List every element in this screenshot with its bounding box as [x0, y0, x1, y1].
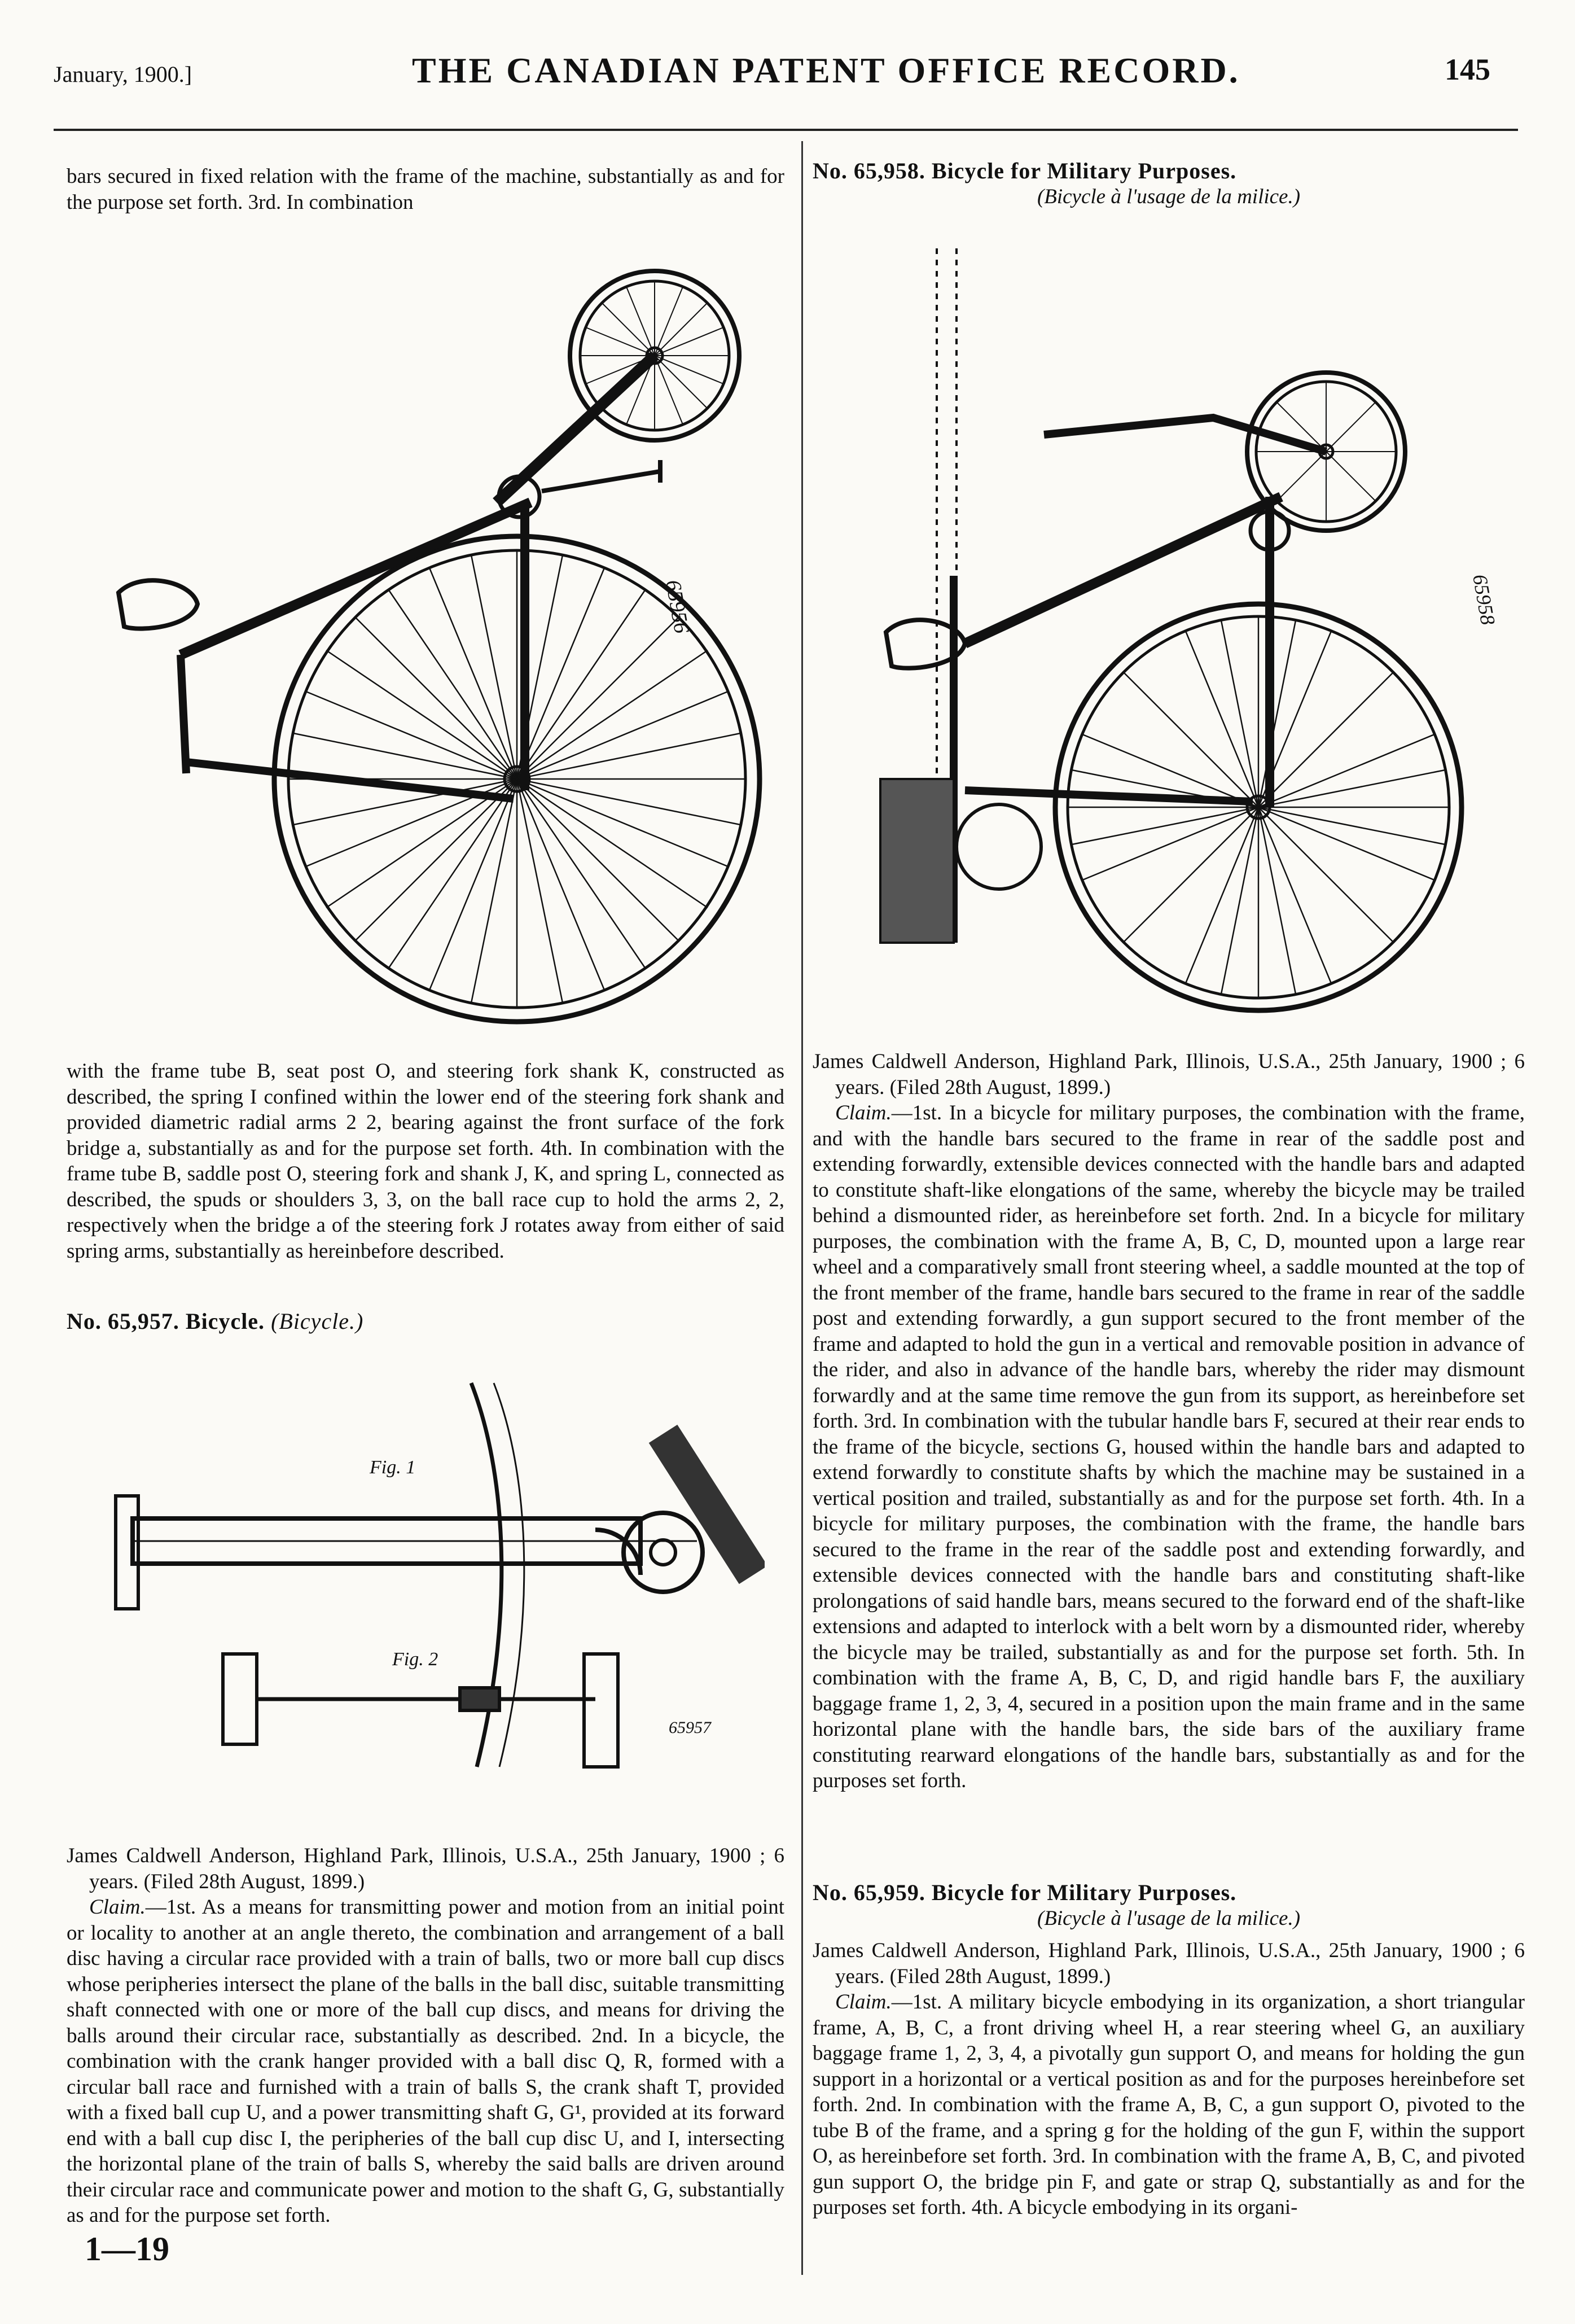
patent-65957-claims: Claim.—1st. As a means for transmitting power and motion from an initial point or locality to another at an angle thereto, the combination and arrangement of a ball disc having a circular race provided with a train of balls, two or more ball cup discs whose peripheries intersect the plane of the balls in the ball disc, suitable transmitting shaft connected with one or more of the ball cup discs, and means for driving the balls around their circular race, substantially as described. 2nd. In a bicycle, the combination with the crank hanger provided with a ball disc Q, R, formed with a circular ball race and furnished with a train of balls S, the crank shaft T, provided with a fixed ball cup U, and a power transmitting shaft G, G¹, provided at its forward end with a ball cup disc I, the peripheries of the ball cup disc U, and I, intersecting the horizontal plane of the train of balls S, whereby the said balls are driven around their circular race and communicate power and motion to the shaft G, G, substantially as and for the purpose set forth. — [67, 1896, 784, 2227]
figure-65958-label: 65958 — [1468, 572, 1500, 627]
crank-drawing-65957 — [99, 1360, 765, 1812]
patent-65957-translation: (Bicycle.) — [271, 1308, 364, 1334]
left-top-text: bars secured in fixed relation with the frame of the machine, substantially as and for the purpose set forth. 3rd. In combination — [67, 165, 784, 214]
patent-65958-translation: (Bicycle à l'usage de la milice.) — [1037, 185, 1301, 208]
figure-65958 — [863, 237, 1512, 1016]
patent-65957-inventor: James Caldwell Anderson, Highland Park, Illinois, U.S.A., 25th January, 1900 ; 6 years. (Filed 28th August, 1899.) — [67, 1844, 784, 1893]
patent-65959-claims: Claim.—1st. A military bicycle embodying in its organization, a short triangular frame, A, B, C, a front driving wheel H, a rear steering wheel G, an auxiliary baggage frame 1, 2, 3, 4, a pivotally gun support O, and means for holding the gun support in a horizontal or a vertical position as and for the purposes hereinbefore set forth. 2nd. In combination with the frame A, B, C, a gun support O, pivoted to the tube B of the frame, and a spring g for the holding of the gun F, within the support O, as hereinbefore set forth. 3rd. In combination with the frame A, B, C, and pivoted gun support O, the bridge pin F, and gate or strap Q, substantially as and for the purposes set forth. 4th. A bicycle embodying in its organi- — [813, 1990, 1525, 2219]
patent-65957-title: Bicycle. — [185, 1308, 265, 1334]
patent-65959-title: Bicycle for Military Purposes. — [931, 1880, 1237, 1905]
figure-65956 — [90, 265, 767, 1044]
patent-65957-body — [67, 1843, 784, 2229]
figure-65957 — [99, 1360, 765, 1812]
fig-1-label: Fig. 1 — [370, 1457, 416, 1478]
patent-65959-number: No. 65,959. — [813, 1880, 925, 1905]
header-rule — [54, 129, 1518, 131]
page-number: 145 — [1445, 52, 1490, 86]
column-divider — [801, 141, 803, 2275]
patent-65957-number: No. 65,957. — [67, 1308, 179, 1334]
military-bicycle-drawing-65958 — [863, 237, 1512, 1016]
header-title: THE CANADIAN PATENT OFFICE RECORD. — [412, 50, 1240, 90]
figure-65957-label: 65957 — [669, 1718, 711, 1737]
patent-65958-heading — [813, 158, 1525, 209]
bicycle-drawing-65956 — [90, 265, 767, 1044]
patent-65959-inventor: James Caldwell Anderson, Highland Park, Illinois, U.S.A., 25th January, 1900 ; 6 years. (Filed 28th August, 1899.) — [813, 1939, 1525, 1988]
figure-65956-label: 65956 — [661, 578, 694, 636]
patent-65958-claims: Claim.—1st. In a bicycle for military purposes, the combination with the frame, and with the handle bars secured to the frame in rear of the saddle post and extending forwardly, extensible devices connected with the handle bars and adapted to constitute shaft-like elongations of the same, whereby the bicycle may be trailed behind a dismounted rider, as hereinbefore set forth. 2nd. In a bicycle for military purposes, the combination with the frame A, B, C, D, mounted upon a large rear wheel and a comparatively small front steering wheel, a saddle mounted at the top of the front member of the frame, handle bars secured to the frame in rear of the saddle post and extending forwardly, a gun support secured to the front member of the frame and adapted to hold the gun in a vertical and removable position in advance of the rider, and also in advance of the handle bars, whereby the rider may dismount forwardly and at the same time remove the gun from its support, as hereinbefore set forth. 3rd. In combination with the tubular handle bars F, secured at their rear ends to the frame of the bicycle, sections G, housed within the handle bars and adapted to extend forwardly to constitute shafts by which the machine may be sustained in a vertical position and trailed, substantially as and for the purpose set forth. 4th. In a bicycle for military purposes, the combination with the frame, the handle bars secured to the frame in the rear of the saddle post and extending forwardly, and extensible devices connected with the handle bars and constituting shaft-like prolongations of said handle bars, means secured to the forward end of the shaft-like extensions and adapted to interlock with a belt worn by a dismounted rider, whereby the bicycle may be trailed, substantially as and for the purpose set forth. 5th. In combination with the frame A, B, C, D, and rigid handle bars F, the auxiliary baggage frame 1, 2, 3, 4, secured in a position upon the main frame and in the same horizontal plane with the handle bars, the side bars of the auxiliary frame constituting rearward elongations of the handle bars, substantially as and for the purposes set forth. — [813, 1101, 1525, 1792]
patent-65957-heading — [67, 1308, 784, 1334]
fig-2-label: Fig. 2 — [392, 1649, 438, 1670]
header-date: January, 1900.] — [54, 62, 192, 87]
patent-65958-inventor: James Caldwell Anderson, Highland Park, Illinois, U.S.A., 25th January, 1900 ; 6 years. (Filed 28th August, 1899.) — [813, 1050, 1525, 1099]
patent-65959-translation: (Bicycle à l'usage de la milice.) — [1037, 1906, 1301, 1930]
signature-mark: 1—19 — [85, 2230, 169, 2268]
patent-65958-body — [813, 1049, 1525, 1794]
patent-65958-number: No. 65,958. — [813, 158, 925, 183]
patent-65958-title: Bicycle for Military Purposes. — [931, 158, 1237, 183]
left-continued-claims: with the frame tube B, seat post O, and steering fork shank K, constructed as described, the spring I confined within the lower end of the steering fork shank and provided diametric radial arms 2 2, bearing against the front surface of the fork bridge a, substantially as and for the purpose set forth. 4th. In combination with the frame tube B, saddle post O, steering fork and shank J, K, and spring L, connected as described, the spuds or shoulders 3, 3, on the ball race cup to hold the arms 2, 2, respectively when the bridge a of the steering fork J rotates away from either of said spring arms, substantially as hereinbefore described. — [67, 1060, 784, 1263]
patent-65959-section — [813, 1880, 1525, 2221]
